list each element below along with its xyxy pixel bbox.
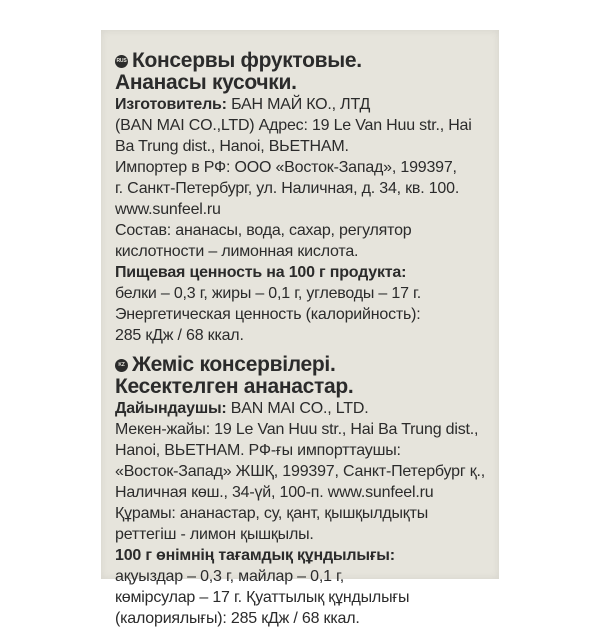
- ru-nutrition-values: белки – 0,3 г, жиры – 0,1 г, углеводы – 17 г.: [115, 285, 421, 302]
- ru-address-line-1: (BAN MAI CO.,LTD) Адрес: 19 Le Van Huu str., Hai: [115, 117, 472, 134]
- ru-title-line-1: Консервы фруктовые.: [132, 49, 362, 72]
- ru-ingredients-line-1: Состав: ананасы, вода, сахар, регулятор: [115, 222, 412, 239]
- kz-address-line-2: Hanoi, ВЬЕТНАМ. РФ-ғы импорттаушы:: [115, 442, 401, 459]
- ru-manufacturer-value: БАН МАЙ КО., ЛТД: [226, 96, 371, 113]
- ru-manufacturer-line: [115, 94, 491, 115]
- kz-nutrition-values-1: ақуыздар – 0,3 г, майлар – 0,1 г,: [115, 568, 344, 585]
- ru-importer-line-1: Импортер в РФ: ООО «Восток-Запад», 199397,: [115, 159, 457, 176]
- kz-nutrition-heading: 100 г өнімнің тағамдық құндылығы:: [115, 547, 395, 564]
- ru-title-line-2: Ананасы кусочки.: [115, 71, 297, 94]
- kz-title-row: [115, 354, 491, 376]
- kz-energy-value: (калориялығы): 285 кДж / 68 ккал.: [115, 610, 360, 627]
- kz-manufacturer-line: [115, 398, 491, 419]
- ru-title-row: [115, 50, 491, 72]
- kz-importer-line-2: Наличная көш., 34-үй, 100-п. www.sunfeel.ru: [115, 484, 434, 501]
- language-badge-ru: RUS: [115, 55, 128, 68]
- kz-manufacturer-label: Дайындаушы:: [115, 400, 227, 417]
- kz-ingredients-line-1: Құрамы: ананастар, су, қант, қышқылдықты: [115, 505, 429, 522]
- kz-nutrition-values-2: көмірсулар – 17 г. Қуаттылық құндылығы: [115, 589, 410, 606]
- kz-title-line-1: Жеміс консервілері.: [132, 353, 336, 376]
- kz-importer-line-1: «Восток-Запад» ЖШҚ, 199397, Санкт-Петербург қ.,: [115, 463, 485, 480]
- ru-website: www.sunfeel.ru: [115, 201, 221, 218]
- kz-ingredients-line-2: реттегіш - лимон қышқылы.: [115, 526, 314, 543]
- kz-address-line-1: Мекен-жайы: 19 Le Van Huu str., Hai Ba Trung dist.,: [115, 421, 479, 438]
- ru-manufacturer-label: Изготовитель:: [115, 96, 227, 113]
- language-badge-kz: KZ: [115, 359, 128, 372]
- kz-title-line-2: Кесектелген ананастар.: [115, 375, 354, 398]
- ru-energy-value: 285 кДж / 68 ккал.: [115, 327, 244, 344]
- ru-importer-line-2: г. Санкт-Петербург, ул. Наличная, д. 34, кв. 100.: [115, 180, 460, 197]
- product-label: [101, 30, 499, 627]
- ru-nutrition-heading: Пищевая ценность на 100 г продукта:: [115, 264, 407, 281]
- kz-manufacturer-value: BAN MAI CO., LTD.: [226, 400, 369, 417]
- ru-address-line-2: Ba Trung dist., Hanoi, ВЬЕТНАМ.: [115, 138, 349, 155]
- ru-ingredients-line-2: кислотности – лимонная кислота.: [115, 243, 359, 260]
- ru-energy-label: Энергетическая ценность (калорийность):: [115, 306, 421, 323]
